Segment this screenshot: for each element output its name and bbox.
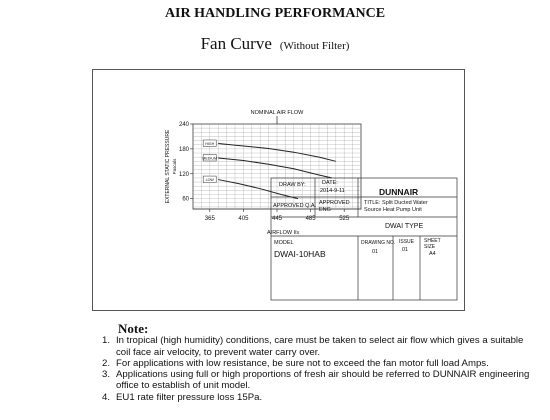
note-number: 3. <box>102 369 111 381</box>
y-tick-label: 180 <box>178 146 189 153</box>
chart-title: NOMINAL AIR FLOW <box>250 110 304 116</box>
note-text: EU1 rate filter pressure loss 15Pa. <box>116 391 263 403</box>
x-axis-label: AIRFLOW l/s <box>267 230 300 236</box>
notes-section <box>98 323 538 403</box>
note-text: For applications with low resistance, be sure not to exceed the fan motor full load Amps. <box>116 357 489 369</box>
drawing-sheet <box>92 69 465 311</box>
notes-title: Note: <box>118 321 149 336</box>
date-value: 2014-9-11 <box>320 188 345 194</box>
approved-qa-label: APPROVED Q.A. <box>273 203 317 209</box>
series-label: HIGH <box>205 141 215 146</box>
note-number: 2. <box>102 357 111 369</box>
y-tick-label: 120 <box>178 171 189 178</box>
issue-label: ISSUE <box>399 239 415 245</box>
chart-heading <box>0 34 550 54</box>
series-line-medium <box>218 158 331 178</box>
drawing-no-label: DRAWING NO. <box>361 240 396 246</box>
fan-curve-chart <box>93 70 464 310</box>
brand-name: DUNNAIR <box>379 187 419 197</box>
note-text: Applications using full or high proportions of fresh air should be referred to DUNNAIR engineering office to establish of unit model. <box>116 369 530 392</box>
unit-type: DWAI TYPE <box>385 223 424 230</box>
note-item <box>98 358 538 369</box>
note-number: 4. <box>102 391 111 403</box>
note-text: In tropical (high humidity) conditions, care must be taken to select air flow which gives a suitable coil face air velocity, to prevent water carry over. <box>116 335 524 358</box>
title-block-text <box>273 180 441 259</box>
y-tick-label: 240 <box>178 122 189 128</box>
drawing-title-line1: TITLE: Split Ducted Water <box>364 200 428 206</box>
model-label: MODEL <box>274 240 294 246</box>
size-label: SIZE <box>424 244 436 250</box>
series-label: MEDIUM <box>202 156 217 161</box>
draw-by-label: DRAW BY: <box>279 182 306 188</box>
date-label: DATE: <box>322 180 338 186</box>
x-tick-label: 365 <box>204 216 215 222</box>
x-tick-label: 405 <box>238 216 249 222</box>
series-label: LOW <box>205 177 214 182</box>
note-item <box>98 392 538 403</box>
y-tick-label: 60 <box>182 196 189 203</box>
size-value: A4 <box>429 251 436 257</box>
x-tick-label: 525 <box>339 216 350 222</box>
model-value: DWAI-10HAB <box>274 249 326 259</box>
drawing-no-value: 01 <box>372 249 379 255</box>
issue-value: 01 <box>402 247 409 253</box>
fan-curve-title: Fan Curve <box>200 34 272 53</box>
sheet-label: SHEET <box>424 238 441 244</box>
note-item <box>98 335 538 358</box>
note-number: 1. <box>102 335 111 347</box>
y-axis-label: EXTERNAL STATIC PRESSURE <box>165 129 171 204</box>
approved-label: APPROVED <box>319 200 350 206</box>
x-tick-label: 445 <box>271 216 283 222</box>
x-tick-label: 485 <box>305 216 316 222</box>
drawing-title-line2: Source Heat Pump Unit <box>364 207 422 213</box>
note-item <box>98 369 538 392</box>
page-title: AIR HANDLING PERFORMANCE <box>164 6 386 21</box>
filter-note: (Without Filter) <box>279 40 350 52</box>
approved-eng: ENG <box>319 207 331 213</box>
y-axis-unit: Pascals <box>172 158 177 175</box>
